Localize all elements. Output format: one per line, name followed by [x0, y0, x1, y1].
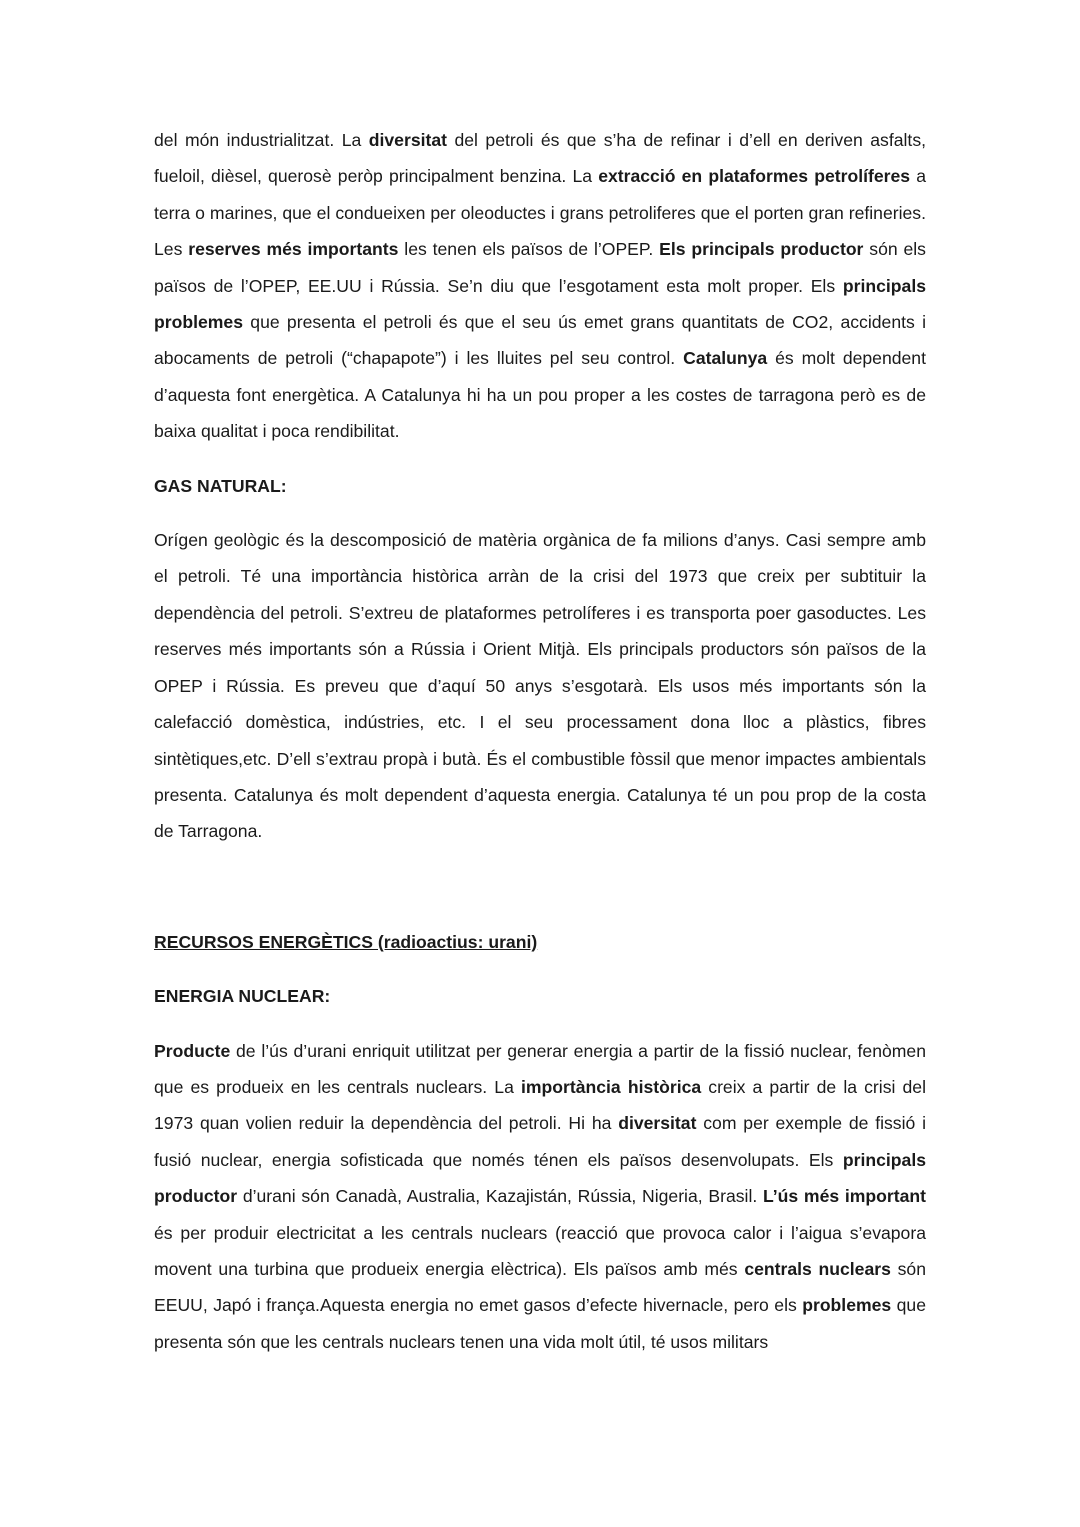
- text-segment: és molt dependent d’aquesta font energètica. A Catalunya hi ha un pou proper a les costes de tarragona però es de baixa qualitat i poca rendibilitat.: [154, 348, 926, 442]
- text-segment: són EEUU, Japó i frança.Aquesta energia no emet gasos d’efecte hivernacle, pero els: [154, 1258, 926, 1316]
- text-segment: creix a partir de la crisi del 1973 quan volien reduir la dependència del petroli. Hi ha: [154, 1076, 926, 1134]
- bold-term: Catalunya: [683, 348, 768, 369]
- bold-term: L’ús més important: [763, 1186, 927, 1207]
- gas-natural-heading: GAS NATURAL:: [154, 475, 287, 496]
- text-segment: a terra o marines, que el condueixen per oleoductes i grans petroliferes que el porten gran refineries. Les: [154, 166, 926, 260]
- text-segment: d’urani són Canadà, Australia, Kazajistán, Rússia, Nigeria, Brasil.: [237, 1186, 763, 1207]
- bold-term: importància històrica: [520, 1076, 702, 1097]
- bold-term: principals productor: [154, 1149, 926, 1207]
- text-segment: com per exemple de fissió i fusió nuclear, energia sofisticada que només ténen els països desenvolupats. Els: [154, 1113, 926, 1170]
- text-segment: que presenta són que les centrals nuclears tenen una vida molt útil, té usos militars: [154, 1295, 926, 1352]
- text-segment: que presenta el petroli és que el seu ús emet grans quantitats de CO2, accidents i abocaments de petroli (“chapapote”) i les lluites pel seu control.: [154, 312, 926, 369]
- text-segment: són els països de l’OPEP, EE.UU i Rússia. Se’n diu que l’esgotament esta molt proper. Els: [154, 239, 926, 296]
- bold-term: centrals nuclears: [744, 1258, 891, 1279]
- gas-natural-paragraph: Orígen geològic és la descomposició de matèria orgànica de fa milions d’anys. Casi sempre amb el petroli. Té una importància històrica arràn de la crisi del 1973 que creix per subtituir la dependència del petroli. S’extreu de plataformes petrolíferes i es transporta poer gasoductes. Les reserves més importants són a Rússia i Orient Mitjà. Els principals productors són països de la OPEP i Rússia. Es preveu que d’aquí 50 anys s’esgotarà. Els usos més importants són la calefacció domèstica, indústries, etc. I el seu processament dona lloc a plàstics, fibres sintètiques,etc. D’ell s’extrau propà i butà. És el combustible fòssil que menor impactes ambientals presenta. Catalunya és molt dependent d’aquesta energia. Catalunya té un pou prop de la costa de Tarragona.: [154, 530, 926, 842]
- bold-term: Producte: [154, 1040, 231, 1061]
- text-segment: del petroli és que s’ha de refinar i d’ell en deriven asfalts, fueloil, dièsel, querosè peròp principalment benzina. La: [154, 130, 927, 187]
- bold-term: diversitat: [618, 1113, 697, 1134]
- bold-term: Els principals productor: [659, 239, 864, 260]
- energia-nuclear-paragraph: [154, 1033, 926, 1361]
- energia-nuclear-heading: ENERGIA NUCLEAR:: [154, 986, 331, 1007]
- bold-term: diversitat: [368, 130, 447, 150]
- petroli-paragraph: [154, 122, 926, 450]
- recursos-energetics-heading: RECURSOS ENERGÈTICS (radioactius: urani): [154, 931, 538, 952]
- bold-term: extracció en plataformes petrolíferes: [598, 166, 911, 187]
- text-segment: les tenen els països de l’OPEP.: [398, 239, 660, 260]
- bold-term: principals problemes: [154, 275, 926, 333]
- document-page: [154, 122, 926, 1360]
- text-segment: del món industrialitzat. La: [154, 130, 369, 150]
- bold-term: reserves més importants: [188, 239, 399, 260]
- text-segment: de l’ús d’urani enriquit utilitzat per generar energia a partir de la fissió nuclear, fenòmen que es produeix en les centrals nuclears. La: [154, 1040, 926, 1097]
- bold-term: problemes: [802, 1295, 892, 1316]
- text-segment: és per produir electricitat a les centrals nuclears (reacció que provoca calor i l’aigua s’evapora movent una turbina que produeix energia elèctrica). Els països amb més: [154, 1222, 926, 1279]
